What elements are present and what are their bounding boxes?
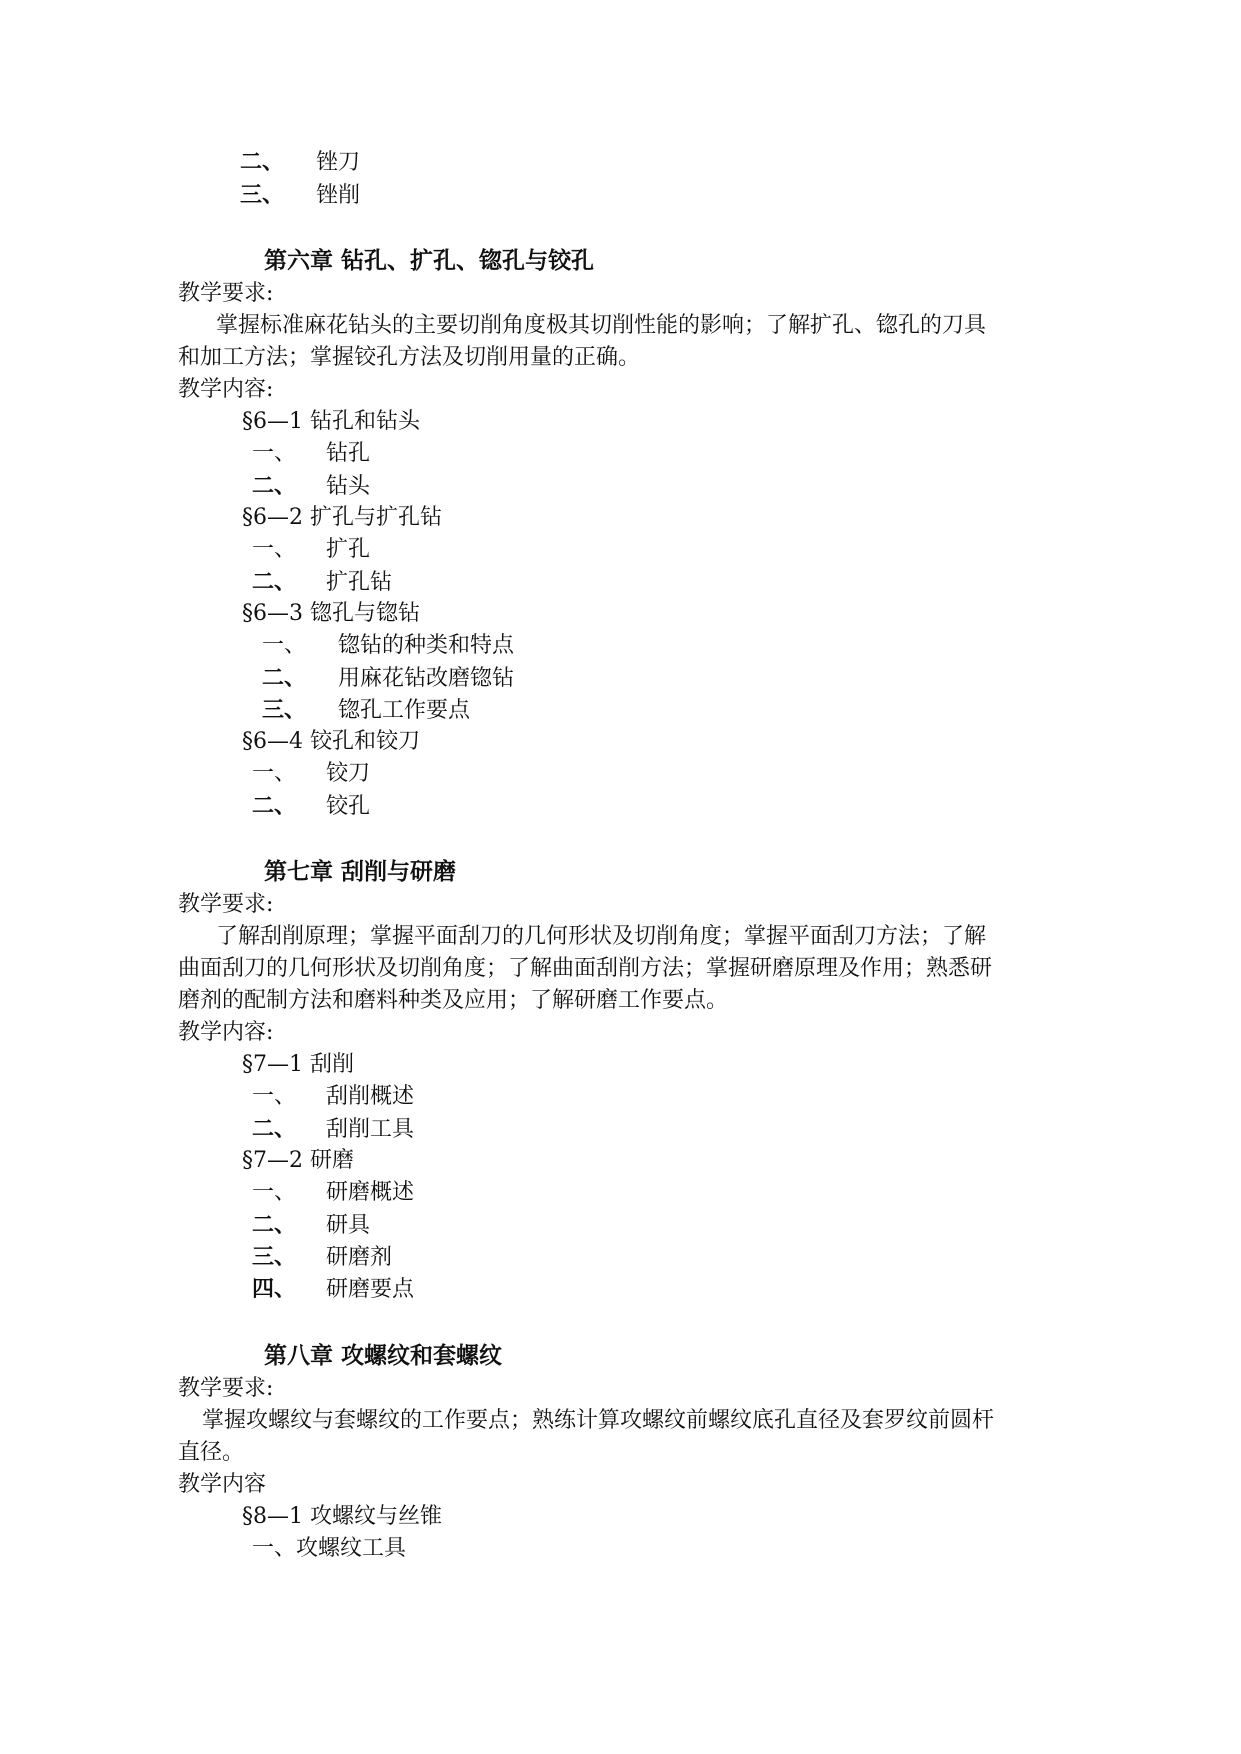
list-item: 一、攻螺纹工具 [252, 1536, 407, 1561]
requirements-text: 曲面刮刀的几何形状及切削角度；了解曲面刮削方法；掌握研磨原理及作用；熟悉研 [178, 956, 993, 981]
content-label: 教学内容 [178, 1472, 267, 1497]
item-number: 一、 [252, 761, 297, 786]
content-label: 教学内容: [178, 1020, 274, 1045]
requirements-text: 了解刮削原理；掌握平面刮刀的几何形状及切削角度；掌握平面刮刀方法；了解 [216, 924, 987, 949]
section-title: §6—4 铰孔和铰刀 [242, 729, 420, 754]
item-number: 三、 [252, 1244, 297, 1270]
item-text: 钻孔 [326, 441, 371, 466]
item-text: 锪孔工作要点 [338, 698, 471, 723]
list-item [252, 470, 370, 502]
list-item [252, 438, 370, 470]
list-item [252, 1081, 414, 1113]
item-number: 三、 [240, 182, 285, 208]
item-number: 一、 [252, 537, 297, 562]
requirements-text: 磨剂的配制方法和磨料种类及应用；了解研磨工作要点。 [178, 988, 729, 1013]
list-item [252, 1273, 414, 1305]
item-text: 钻头 [326, 474, 371, 499]
item-text: 刮削概述 [326, 1084, 415, 1109]
section-title: §7—1 刮削 [242, 1052, 354, 1077]
list-item [240, 179, 360, 211]
item-number: 二、 [252, 1212, 297, 1238]
chapter-8-title: 第八章 攻螺纹和套螺纹 [264, 1343, 503, 1369]
item-number: 四、 [252, 1276, 297, 1302]
list-item [240, 146, 360, 178]
chapter-7-title: 第七章 刮削与研磨 [264, 859, 457, 885]
list-item [252, 566, 392, 598]
item-text: 锉刀 [316, 150, 361, 175]
requirements-text: 掌握攻螺纹与套螺纹的工作要点；熟练计算攻螺纹前螺纹底孔直径及套罗纹前圆杆 [202, 1408, 995, 1433]
item-text: 研磨要点 [326, 1277, 415, 1302]
item-number: 一、 [252, 1180, 297, 1205]
list-item [252, 1241, 392, 1273]
list-item [252, 534, 370, 566]
section-title: §8—1 攻螺纹与丝锥 [242, 1504, 442, 1529]
item-number: 二、 [252, 569, 297, 595]
item-text: 铰刀 [326, 761, 371, 786]
item-number: 二、 [252, 793, 297, 819]
item-text: 扩孔钻 [326, 570, 393, 595]
item-text: 铰孔 [326, 794, 371, 819]
item-number: 二、 [252, 473, 297, 499]
item-number: 二、 [252, 1116, 297, 1142]
list-item [252, 1209, 370, 1241]
list-item [262, 662, 514, 694]
requirements-text: 掌握标准麻花钻头的主要切削角度极其切削性能的影响；了解扩孔、锪孔的刀具 [216, 313, 987, 338]
item-text: 锉削 [316, 183, 361, 208]
item-text: 扩孔 [326, 537, 371, 562]
item-number: 一、 [262, 633, 307, 658]
item-text: 刮削工具 [326, 1117, 415, 1142]
section-title: §6—2 扩孔与扩孔钻 [242, 505, 442, 530]
requirements-label: 教学要求: [178, 892, 274, 917]
item-number: 三、 [262, 697, 307, 723]
list-item [252, 1177, 414, 1209]
requirements-text: 和加工方法；掌握铰孔方法及切削用量的正确。 [178, 345, 641, 370]
item-text: 锪钻的种类和特点 [338, 633, 515, 658]
item-number: 二、 [240, 149, 285, 175]
item-text: 研磨剂 [326, 1245, 393, 1270]
requirements-text: 直径。 [178, 1440, 245, 1465]
item-text: 研具 [326, 1213, 371, 1238]
requirements-label: 教学要求: [178, 1376, 274, 1401]
item-number: 一、 [252, 441, 297, 466]
content-label: 教学内容: [178, 377, 274, 402]
section-title: §6—3 锪孔与锪钻 [242, 601, 420, 626]
section-title: §6—1 钻孔和钻头 [242, 409, 420, 434]
list-item [252, 1113, 414, 1145]
list-item [252, 790, 370, 822]
item-text: 用麻花钻改磨锪钻 [338, 666, 515, 691]
item-text: 研磨概述 [326, 1180, 415, 1205]
requirements-label: 教学要求: [178, 281, 274, 306]
section-title: §7—2 研磨 [242, 1148, 354, 1173]
item-number: 一、 [252, 1084, 297, 1109]
list-item [252, 758, 370, 790]
chapter-6-title: 第六章 钻孔、扩孔、锪孔与铰孔 [264, 248, 595, 274]
item-number: 二、 [262, 665, 307, 691]
list-item [262, 630, 514, 662]
list-item [262, 694, 470, 726]
